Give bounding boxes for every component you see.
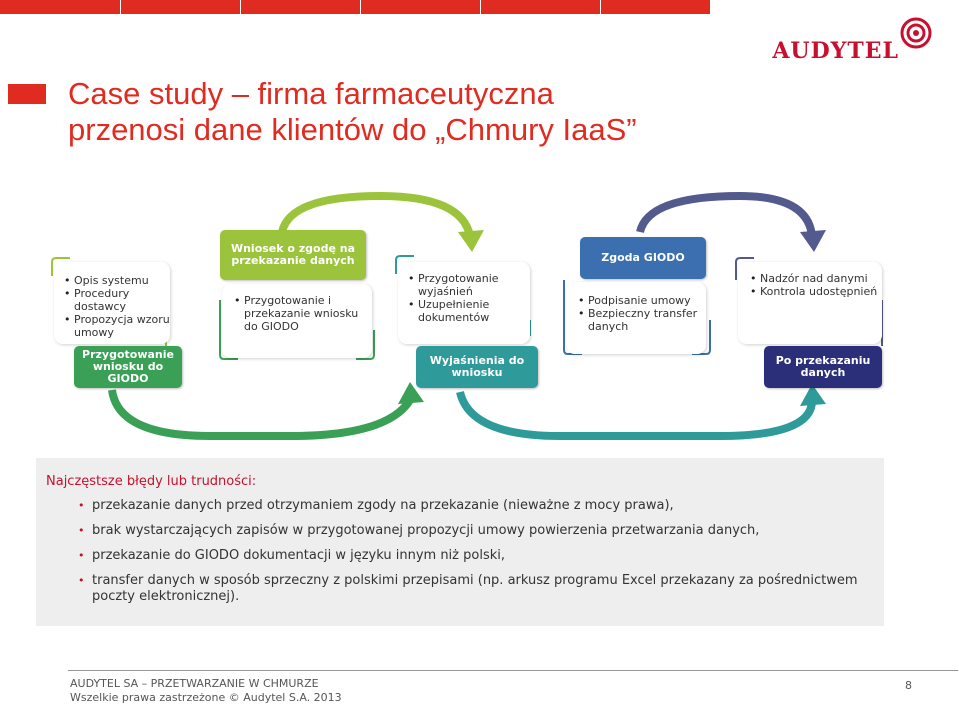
step-4-item: • Podpisanie umowy (588, 294, 706, 307)
step-4-label: Zgoda GIODO (580, 237, 706, 279)
title-line-1: Case study – firma farmaceutyczna (68, 76, 554, 111)
error-item: • transfer danych w sposób sprzeczny z polskimi przepisami (np. arkusz programu Excel przekazany za pośrednictwem poczty elektronicznej). (92, 573, 872, 605)
page-number: 8 (905, 679, 912, 692)
step-2-label: Wniosek o zgodę na przekazanie danych (220, 230, 366, 280)
step-4-item: • Bezpieczny transfer danych (588, 307, 706, 333)
step-1-item: • Procedury dostawcy (74, 287, 170, 313)
step-2-card (222, 284, 372, 358)
title-line-2: przenosi dane klientów do „Chmury IaaS” (68, 112, 637, 147)
step-1-item: • Opis systemu (74, 274, 170, 287)
step-3-label: Wyjaśnienia do wniosku (416, 346, 538, 388)
footer-divider (68, 670, 958, 671)
step-2-item: • Przygotowanie i przekazanie wniosku do GIODO (244, 294, 372, 333)
step-3-item: • Uzupełnienie dokumentów (418, 298, 530, 324)
footer-copyright: Wszelkie prawa zastrzeżone © Audytel S.A. 2013 (70, 691, 342, 704)
footer-title: AUDYTEL SA – PRZETWARZANIE W CHMURZE (70, 677, 319, 690)
step-5-card (738, 262, 882, 344)
step-1-label: Przygotowanie wniosku do GIODO (74, 346, 182, 388)
errors-title: Najczęstsze błędy lub trudności: (46, 474, 257, 489)
error-item: • przekazanie do GIODO dokumentacji w języku innym niż polski, (92, 548, 872, 564)
step-5-item: • Nadzór nad danymi (760, 272, 882, 285)
step-1-card (54, 262, 170, 344)
error-item: • przekazanie danych przed otrzymaniem zgody na przekazanie (nieważne z mocy prawa), (92, 498, 872, 514)
step-3-item: • Przygotowanie wyjaśnień (418, 272, 530, 298)
error-item: • brak wystarczających zapisów w przygotowanej propozycji umowy powierzenia przetwarzania danych, (92, 523, 872, 539)
logo-text: AUDYTEL (772, 38, 899, 64)
step-3-card (398, 262, 530, 344)
step-4-card (566, 282, 706, 354)
step-1-item: • Propozycja wzoru umowy (74, 313, 170, 339)
errors-list (92, 498, 872, 614)
step-5-item: • Kontrola udostępnień (760, 285, 882, 298)
step-5-label: Po przekazaniu danych (764, 346, 882, 388)
